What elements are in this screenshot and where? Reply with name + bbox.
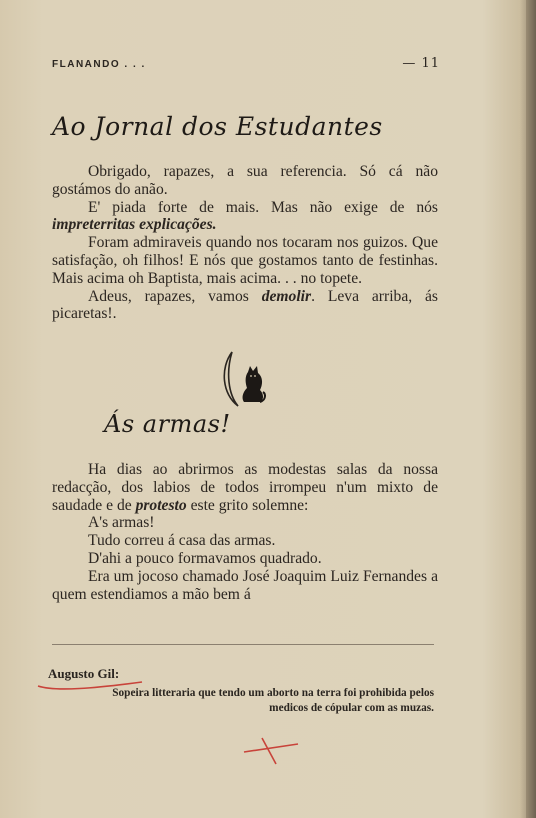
text-span: . Leva arriba, ás picaretas!. [52,287,438,323]
italic-word: protesto [135,496,187,514]
paragraph [52,288,438,324]
text-span: E' piada forte de mais. Mas não exige de nós [88,198,438,216]
footnote-text: Sopeira litteraria que tendo um aborto na terra foi prohibida pelos medicos de cópular com as muzas. [112,687,434,714]
article-body-1 [52,163,438,323]
paragraph: Foram admiraveis quando nos tocaram nos guizos. Que satisfação, oh filhos! E nós que gostamos tanto de festinhas. Mais acima oh Baptista, mais acima. . . no topete. [52,234,438,287]
paragraph [52,199,438,235]
article-title-2: Ás armas! [104,410,231,438]
text-span: Ha dias ao abrirmos as modestas salas da nossa redacção, dos labios de todos irrompeu n'um mixto de saudade e de [52,461,438,514]
paragraph: Era um jocoso chamado José Joaquim Luiz Fernandes a quem estendiamos a mão bem á [52,567,438,603]
paragraph [52,461,438,514]
paragraph: Tudo correu á casa das armas. [88,532,276,550]
red-x-mark-icon [242,736,300,766]
page-number: — 11 [402,56,440,71]
paragraph: A's armas! [88,514,155,532]
text-span: este grito solemne: [186,496,309,514]
footnote-divider [52,644,434,645]
cat-on-crescent-moon-icon [222,350,268,410]
italic-word: demolir [261,287,312,305]
paragraph: D'ahi a pouco formavamos quadrado. [88,549,322,567]
page-header [52,56,440,71]
footnote-author: Augusto Gil: [48,666,120,681]
page-edge [526,0,536,818]
paragraph: Obrigado, rapazes, a sua referencia. Só cá não gostámos do anão. [52,163,438,198]
text-span: Adeus, rapazes, vamos [88,287,262,305]
running-title: FLANANDO . . . [52,59,146,70]
italic-phrase: impreterritas explicações. [52,216,217,234]
article-body-2 [52,461,438,603]
article-title-1: Ao Jornal dos Estudantes [52,112,383,141]
